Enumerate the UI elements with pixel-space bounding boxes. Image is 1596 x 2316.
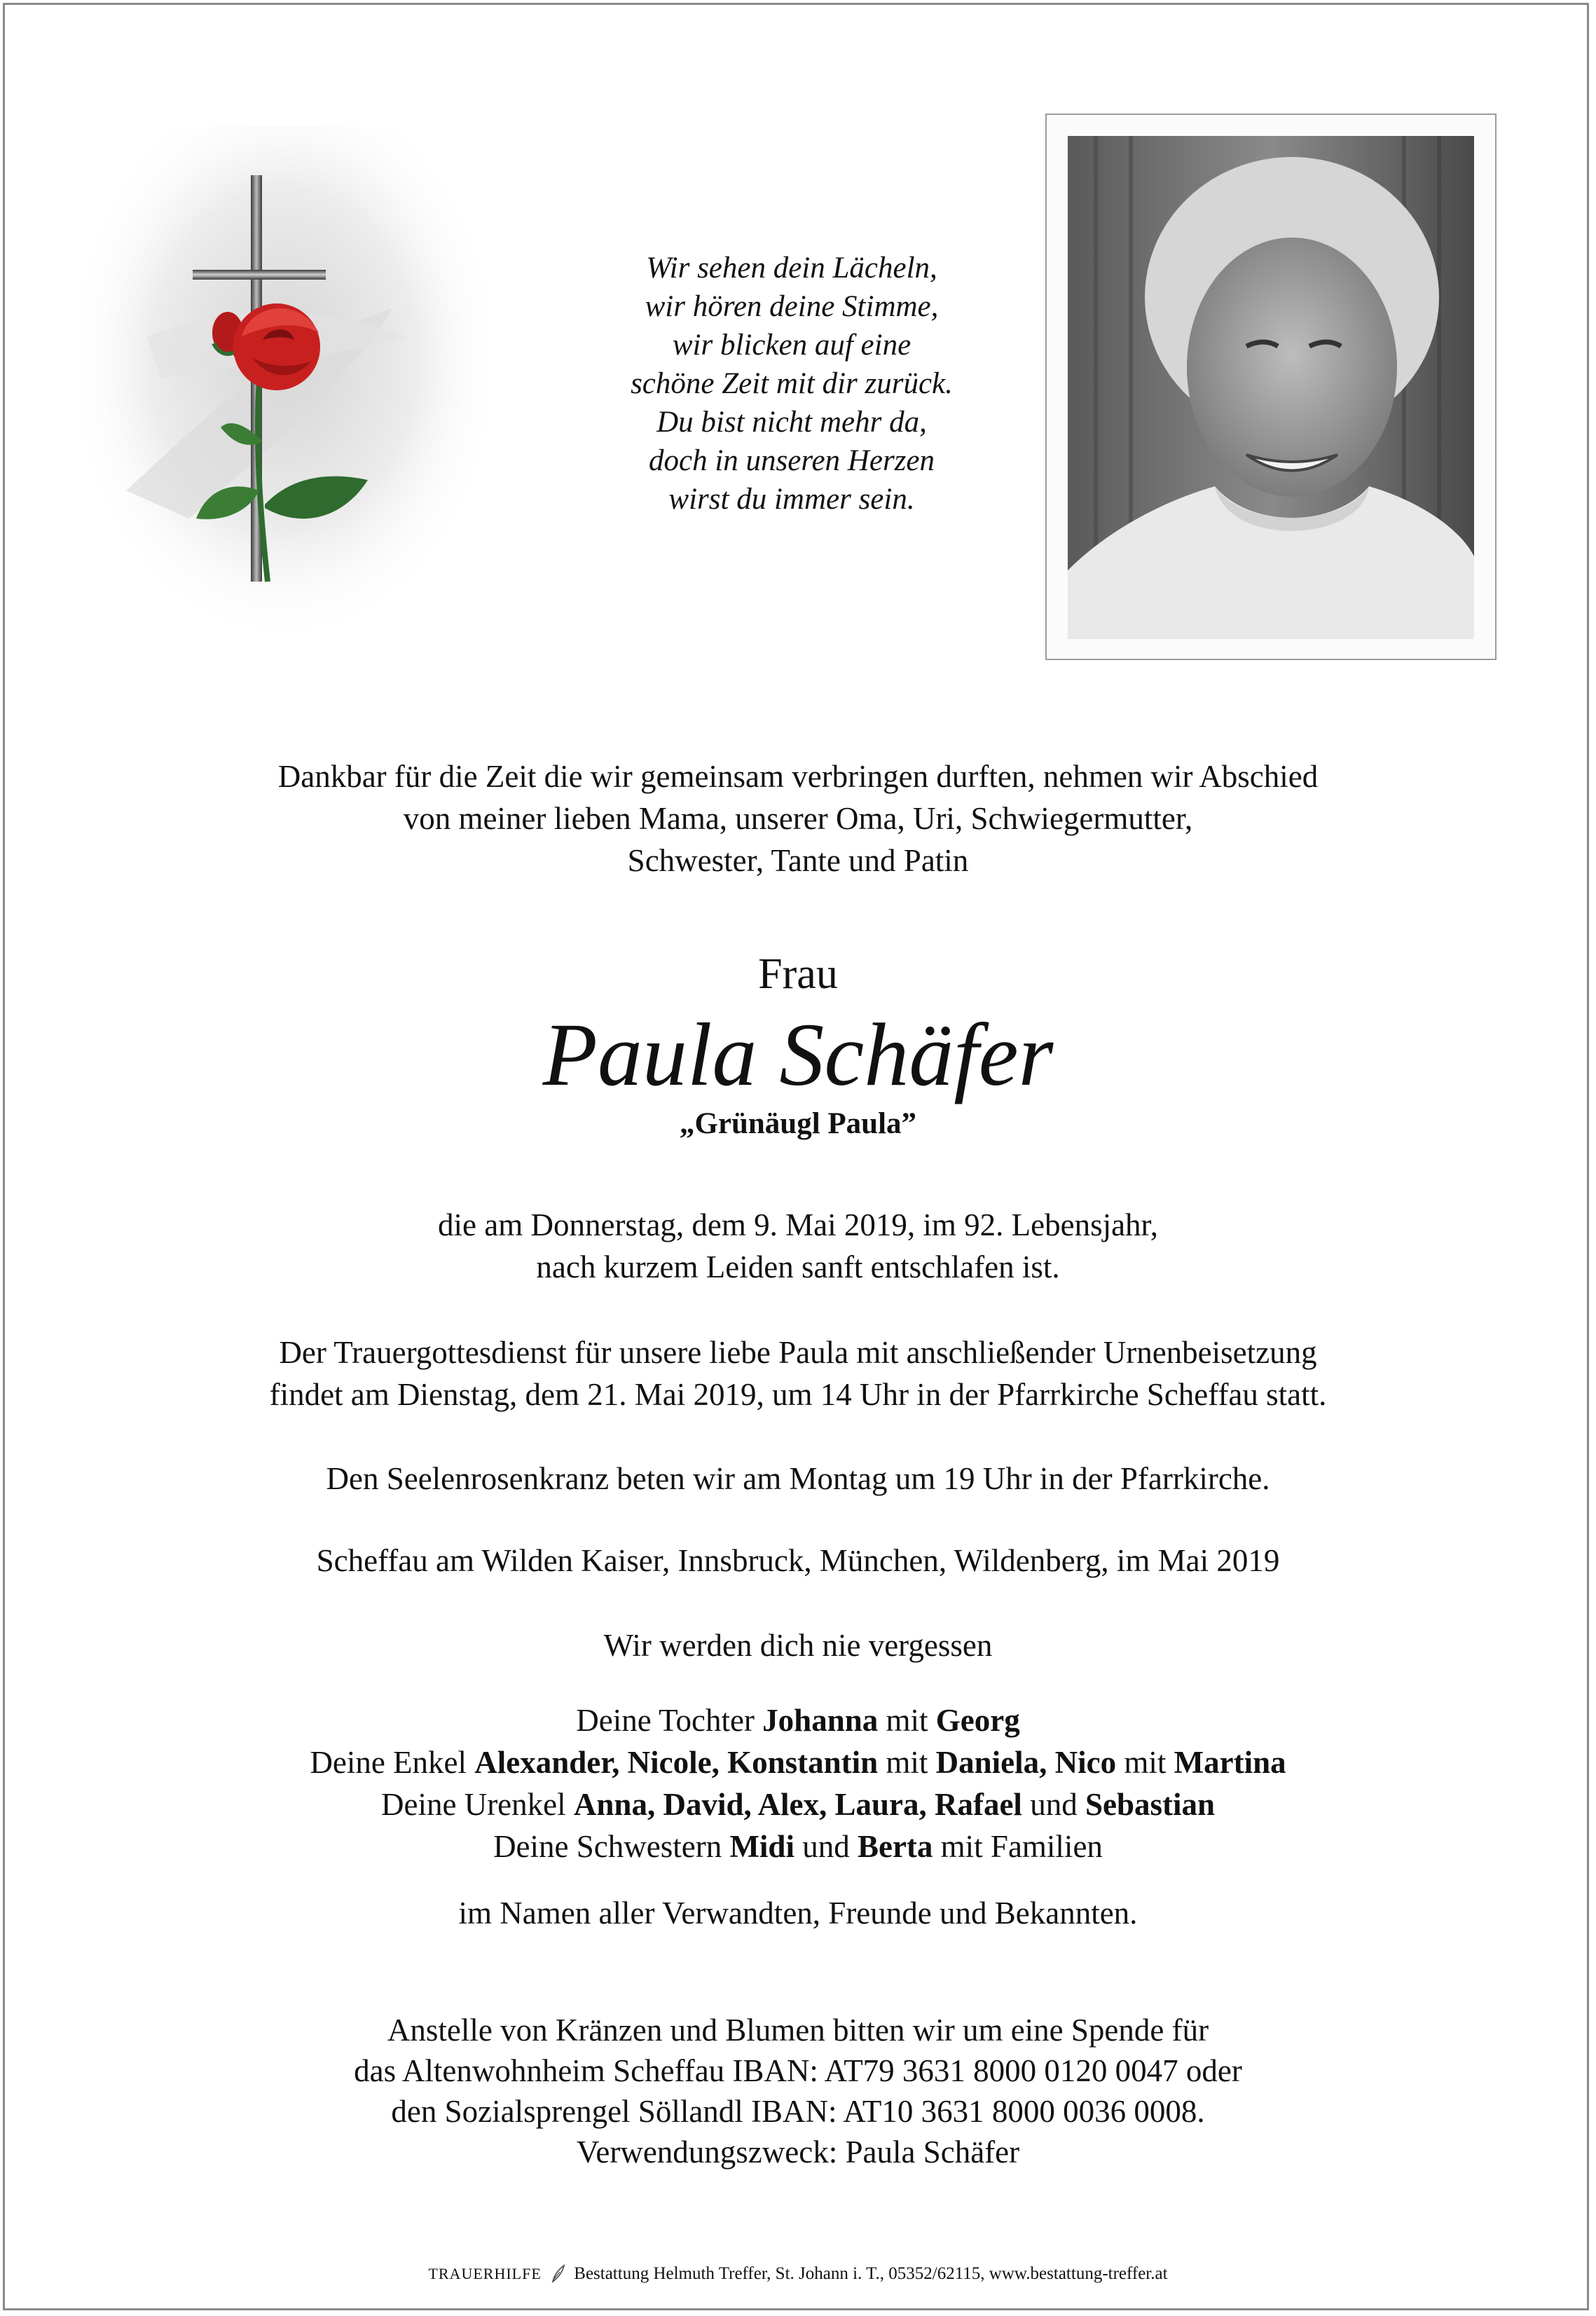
rosary-notice: Den Seelenrosenkranz beten wir am Montag um 19 Uhr in der Pfarrkirche.	[326, 1461, 1270, 1496]
poem-line: wirst du immer sein.	[668, 483, 915, 516]
family-line-sisters	[0, 1825, 1596, 1868]
connector: mit Familien	[933, 1829, 1103, 1864]
service-line: Der Trauergottesdienst für unsere liebe Paula mit anschließender Urnenbeisetzung	[279, 1335, 1317, 1370]
relation-label: Deine Urenkel	[381, 1787, 574, 1822]
relation-label: Deine Enkel	[310, 1745, 475, 1780]
relative-name: Berta	[857, 1829, 933, 1864]
service-line: findet am Dienstag, dem 21. Mai 2019, um 14 Uhr in der Pfarrkirche Scheffau statt.	[269, 1377, 1327, 1412]
donation-line: das Altenwohnheim Scheffau IBAN: AT79 3631 8000 0120 0047 oder	[354, 2053, 1242, 2088]
footer	[0, 2262, 1596, 2286]
funeral-service	[0, 1331, 1596, 1416]
family-line-daughter	[0, 1699, 1596, 1741]
death-line: nach kurzem Leiden sanft entschlafen ist.	[536, 1249, 1060, 1284]
relative-name: Johanna	[762, 1703, 879, 1738]
memorial-poem	[490, 249, 1093, 519]
nickname: „Grünäugl Paula”	[679, 1107, 917, 1140]
death-line: die am Donnerstag, dem 9. Mai 2019, im 92. Lebensjahr,	[438, 1207, 1158, 1242]
connector: und	[1021, 1787, 1085, 1822]
trauerhilfe-feather-icon	[549, 2263, 567, 2283]
donation-line: Verwendungszweck: Paula Schäfer	[576, 2135, 1020, 2170]
relation-label: Deine Tochter	[576, 1703, 763, 1738]
poem-line: Du bist nicht mehr da,	[656, 406, 927, 439]
on-behalf-of: im Namen aller Verwandten, Freunde und Bekannten.	[458, 1896, 1138, 1931]
intro-line: Dankbar für die Zeit die wir gemeinsam verbringen durften, nehmen wir Abschied	[277, 759, 1319, 794]
poem-line: Wir sehen dein Lächeln,	[646, 252, 937, 285]
intro-line: von meiner lieben Mama, unserer Oma, Uri, Schwiegermutter,	[403, 801, 1193, 836]
relative-name: Sebastian	[1085, 1787, 1215, 1822]
relation-label: Deine Schwestern	[493, 1829, 730, 1864]
connector: und	[794, 1829, 858, 1864]
family-line-great-grandchildren	[0, 1783, 1596, 1825]
poem-line: wir hören deine Stimme,	[645, 290, 939, 323]
connector: mit	[878, 1745, 936, 1780]
donation-request	[0, 2010, 1596, 2172]
intro-text	[0, 755, 1596, 882]
salutation: Frau	[758, 950, 838, 998]
relative-name: Daniela, Nico	[935, 1745, 1117, 1780]
footer-text: Bestattung Helmuth Treffer, St. Johann i. T., 05352/62115, www.bestattung-treffer.at	[574, 2264, 1168, 2283]
poem-line: doch in unseren Herzen	[648, 444, 935, 477]
never-forget: Wir werden dich nie vergessen	[603, 1628, 993, 1663]
poem-line: schöne Zeit mit dir zurück.	[631, 367, 953, 400]
relative-name: Anna, David, Alex, Laura, Rafael	[573, 1787, 1022, 1822]
donation-line: Anstelle von Kränzen und Blumen bitten wir um eine Spende für	[387, 2013, 1209, 2048]
death-notice	[0, 1204, 1596, 1288]
intro-line: Schwester, Tante und Patin	[627, 843, 969, 878]
connector: mit	[1116, 1745, 1174, 1780]
portrait-photo	[1068, 136, 1474, 639]
connector: mit	[878, 1703, 936, 1738]
deceased-name: Paula Schäfer	[542, 1005, 1054, 1104]
poem-line: wir blicken auf eine	[672, 329, 911, 362]
places-date: Scheffau am Wilden Kaiser, Innsbruck, München, Wildenberg, im Mai 2019	[316, 1543, 1280, 1578]
cross-with-rose-icon	[84, 126, 483, 645]
portrait-frame	[1045, 114, 1497, 660]
relative-name: Alexander, Nicole, Konstantin	[474, 1745, 879, 1780]
donation-line: den Sozialsprengel Söllandl IBAN: AT10 3631 8000 0036 0008.	[391, 2094, 1205, 2129]
relative-name: Martina	[1174, 1745, 1286, 1780]
relative-name: Georg	[935, 1703, 1020, 1738]
footer-brand: TRAUERHILFE	[428, 2265, 542, 2282]
family-list	[0, 1699, 1596, 1868]
family-line-grandchildren	[0, 1741, 1596, 1783]
relative-name: Midi	[729, 1829, 794, 1864]
